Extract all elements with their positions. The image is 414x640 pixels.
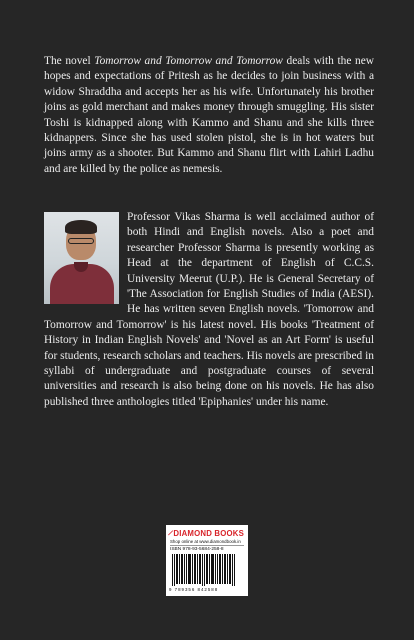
barcode-digits: 9 789356 842588 <box>169 587 219 592</box>
book-title-italic: Tomorrow and Tomorrow and Tomorrow <box>94 55 283 67</box>
synopsis-paragraph <box>44 54 374 177</box>
author-bio-block <box>44 210 374 410</box>
synopsis-body: deals with the new hopes and expectations of Pritesh as he decides to join business with a widow Shraddha and accepts her as his wife. Unfortunately his brother joins as gold merchant and makes money through smuggling. His sister Toshi is kidnapped along with Kammo and Shanu and she kills three kidnappers. Since she has used stolen pistol, she is in hot waters but joins army as a shooter. But Kammo and Shanu flirt with Lahiri Ladhu and are killed by the police as nemesis. <box>44 55 374 175</box>
barcode-icon <box>172 554 236 586</box>
isbn-number: ISBN 978-93-5684-258-8 <box>170 547 224 552</box>
synopsis-prefix: The novel <box>44 55 95 67</box>
author-photo <box>44 212 119 304</box>
publisher-shop-line: Shop online at www.diamondbook.in <box>170 539 244 546</box>
publisher-logo-text: DIAMOND BOOKS <box>173 528 244 538</box>
publisher-logo <box>170 528 244 538</box>
author-bio-text: Professor Vikas Sharma is well acclaimed author of both Hindi and English novels. Also a poet and researcher Professor Sharma is presently working as Head at the department of English of C.C.S. University Meerut (U.P.). He is General Secretary of 'The Association for English Studies of India (AESI). He has written seven English novels. 'Tomorrow and Tomorrow and Tomorrow' is his latest novel. His books 'Treatment of History in Indian English Novels' and 'Novel as an Art Form' is useful for students, research scholars and teachers. His novels are prescribed in syllabi of undergraduate and postgraduate courses of several universities and research is also being done on his novels. He has also published three anthologies titled 'Epiphanies' under his name. <box>44 211 374 408</box>
isbn-barcode-panel <box>166 525 248 596</box>
